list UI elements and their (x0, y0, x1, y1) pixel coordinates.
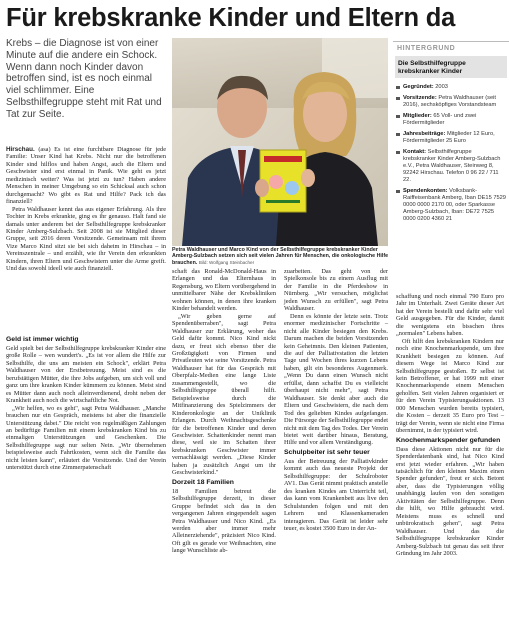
paragraph: schaffung und noch einmal 790 Euro pro Jahr im Unterhalt. Zwei Geräte dieser Art hat der Verein bestellt und dafür sehr viel Geld ausgegeben. Für die Kinder, damit die wenigstens ein bisschen ihres „normalen" Lebens haben. (396, 293, 504, 338)
paragraph: Geld spielt bei der Selbsthilfegruppe krebskranker Kinder eine große Rolle – wen wundert's. „Es ist vor allem die Hilfe zur Selbsthilfe, die uns am meisten ein Schock", erklärt Petra Waldhauser von der Erstbetreuung. Meist sind es die berufstätigen Mütter, die ihre Jobs aufgeben, um sich voll und ganz um ihre kranken Kinder kümmern zu können. Meist sind es Mütter dann auch noch alleinverdienend, droht neben der Krankheit auch noch die wirtschaftliche Not. (6, 345, 166, 405)
lead-text: Krebs – die Diagnose ist von einer Minute auf die andere ein Schock. Wenn dann noch Kinder davon betroffen sind, ist es noch einmal viel schlimmer. Eine Selbsthilfegruppe steht mit Rat und Tat zur Seite. (6, 38, 162, 120)
paragraph: zuarbeiten. Das geht von der Spielkonsole bis zu einem Ausflug mit der Familie in die Pferdeshow in Nürnberg. „Wir versuchen, möglichst jeden Wunsch zu erfüllen", sagt Petra Waldhauser. (284, 268, 388, 313)
paragraph: Oft hilft den krebskranken Kindern nur noch eine Knochenmarkspende, um ihre Krankheit besiegen zu können. Auf diesem Wege ist Marco Kind zur Selbsthilfegruppe gestoßen. Er selbst ist kein Betroffener, er hat 1999 mit einer Knochenmarkspende einem Menschen geholfen. Seit vielen Jahren organisiert er für den Verein Typisierungsaktionen. 13 000 Menschen wurden bereits typisiert, die Kosten – derzeit 35 Euro pro Test – trägt der Verein, wenn sie nicht eine Firma übernimmt, in der typisiert wird. (396, 337, 504, 435)
paragraph: 18 Familien betreut die Selbsthilfegruppe derzeit, in dieser Gruppe befindet sich das in den vergangenen Jahren eingependelt sagen Petra Waldhauser und Nico Kind. „Es werden aber immer mehr Alleinerziehende", präzisiert Nico Kind. Oft gilt es gerade vor Weihnachten, eine lange Wunschliste ab- (172, 487, 276, 555)
fact-item: Jahresbeiträge: Mitglieder 12 Euro, Fördermitglieder 25 Euro (396, 131, 506, 145)
fact-item: Mitglieder: 65 Voll- und zwei Fördermitglieder (396, 113, 506, 127)
photo-caption (172, 247, 390, 266)
article-col3 (284, 268, 388, 532)
subheading: Dorzeit 18 Familien (172, 478, 234, 486)
photo-credit: Bild: Wolfgang Steinbacher (198, 259, 255, 265)
fact-item: Kontakt: Selbsthilfegruppe krebskranker Kinder Amberg-Sulzbach e.V., Petra Waldhauser, Steinweg 8, 92242 Hirschau. Telefon 0 96 22 / 711 22. (396, 149, 506, 184)
subheading: Knochenmarkspender gefunden (396, 436, 501, 444)
paragraph: schaft das Ronald-McDonald-Haus in Erlangen und das Elternhaus in Regensburg, wo Eltern vorübergehend in unmittelbarer Nähe der Krebskliniken wohnen können, in denen ihre kranken Kinder behandelt werden. (172, 268, 276, 313)
photo-petra-waldhauser-marco-kind (172, 38, 388, 246)
paragraph: „Wir helfen, wo es geht", sagt Petra Waldhauser. „Manche brauchen nur ein Gespräch, meistens ist aber die finanzielle Unterstützung dabei." Die reicht von regelmäßigen Zahlungen an bedürftige Familien mit einem krebskranken Kind bis zu einmaligen Unterstützungen und Geschenken. Die Selbsthilfegruppe sagt nur selten Nein. „Wir übernehmen beispielsweise auch Fahrtkosten, wenn sich die Familie das nicht leisten kann", erläutert die Vorsitzende. Und der Verein unterstützt durch eine Zimmerpatenschaft (6, 404, 166, 472)
article-col2 (172, 268, 276, 555)
fact-item: Vorsitzende: Petra Waldhauser (seit 2016), sechsköpfiges Vorstandsteam (396, 95, 506, 109)
paragraph: Hirschau. (asa) Es ist eine furchtbare Diagnose für jede Familie: Unser Kind hat Krebs. Nicht nur die betroffenen Kinder sind hilflos und haben Angst, auch die Eltern und Geschwister sind erst einmal in Panik. Wie geht es jetzt medizinisch weiter? Was ist jetzt zu tun? Haben andere Menschen in meiner Umgebung so ein Schicksal auch schon durchgemacht? Wo gibt es Rat und Hilfe? Pack ich das finanziell? (6, 146, 166, 206)
dateline: Hirschau. (6, 146, 35, 153)
article-col1-bottom (6, 334, 166, 472)
fact-item: Gegründet: 2003 (396, 84, 506, 91)
subheading: Schulpbeiter ist sehr teuer (284, 448, 370, 456)
divider (393, 41, 509, 42)
sidebar-title: Die Selbsthilfegruppe krebskranker Kinder (395, 56, 507, 78)
sidebar-kicker: HINTERGRUND (397, 45, 456, 52)
article-col1-top (6, 146, 166, 273)
background-box (393, 38, 509, 288)
paragraph: Aus der Betreuung der Palliativkinder kommt auch das neueste Projekt der Selbsthilfegruppe: der Schulroboter AV1. Das Gerät nimmt praktisch anstelle des kranken Kindes am Unterricht teil, das kann vom Krankenbett aus live den Schulstunden folgen und mit den Lehrern und Klassenkameraden interagieren. Das Gerät ist leider sehr teuer, es kostet 3500 Euro in der An- (284, 457, 388, 532)
paragraph: „Wir geben gerne auf Spendenüberraben", sagt Petra Waldhauser zur Erklärung, woher das Geld dafür kommt. Nico Kind nickt dazu, er freut sich ebenso über die Großzügigkeit von Firmen und Privatleuten wie seine Vorsitzende. Petra Waldhauser hat für das Gespräch mit Oberpfalz-Medien eine lange Liste zusammengestellt, wo die Selbsthilfegruppe überall hilft. Beispielsweise durch die Mitfinanzierung des Spielzimmers der Kinderonkologie an der Uniklinik Erlangen. Durch Weihnachtsgeschenke für die betroffenen Kinder und deren Geschwister. Schattenkinder nennt man diese, weil sie im Schatten ihrer krebskranken Geschwister immer vernachlässigt werden. „Diese Kinder haben ja zusätzlich Angst um ihr Geschwisterkind." (172, 312, 276, 477)
article-col4 (396, 293, 504, 557)
caption-text: Petra Waldhauser und Marco Kind von der Selbsthilfegruppe krebskranker Kinder Amberg-Sulzbach setzen sich seit vielen Jahren für Menschen, die onkologische Hilfe brauchen. (172, 247, 389, 266)
paragraph: Petra Waldhauser kennt das aus eigener Erfahrung. Als ihre Tochter in Krebs erkrankte, ging es ihr genauso. Halt fand sie damals unter anderem bei der Selbsthilfegruppe krebskranker Kinder Amberg-Sulzbach. Seit 2008 ist sie Mitglied dieser Gruppe, seit 2016 deren Vorsitzende. Gemeinsam mit ihrem Vize Marco Kind sitzt sie bei sich daheim in Hirschau – in Vereinszentrale – und erzählt, wie ihr Verein den erkrankten Kindern, ihren Eltern und Geschwistern unter die Arme greift. Und das sowohl ideell wie auch finanziell. (6, 205, 166, 273)
paragraph: Dass diese Aktionen nicht nur für die Spenderdatenbank sind, hat Nico Kind erst jetzt wieder erfahren. „Wir haben tatsächlich für den kleinen Maxim einen Spender gefunden", freut er sich. Betont aber, dass die Typisierungen völlig unabhängig laufen von den sonstigen Aktivitäten der Selbsthilfegruppe. Denn die hilft, wo Hilfe gebraucht wird. Meistens muss es schnell und unbürokratisch gehen", sagt Petra Waldhauser. Und das die Selbsthilfegruppe krebskranker Kinder Amberg-Sulzbach tut genau das seit ihrer Gründung im Jahr 2003. (396, 445, 504, 557)
paragraph: Denn es könnte der letzte sein. Trotz enormer medizinischer Fortschritte – nicht alle Kinder besiegen den Krebs. Darum machen die beiden Vorsitzenden kein Geheimnis. Den kleinen Patienten, die auf der Palliativstation die letzten Tage und Wochen ihres kurzen Lebens haben, gilt ein besonderes Augenmerk. „Wenn Du dann einen Wunsch nicht erfüllst, dann schaffst Du es vielleicht überhaupt nicht mehr", sagt Petra Waldhauser. Sie denkt aber auch die Eltern und Geschwistern, die nach dem Tod des geliebten Kindes aufgefangen. Die Fürsorge der Selbsthilfegruppe endet nicht mit dem Tag des Todes. Der Verein bietet weit darüber hinaus, Beratung, Hilfe und vor allem Verständigung. (284, 312, 388, 447)
fact-item: Spendenkonten: Volksbank-Raiffeisenbank Amberg, Iban DE15 7529 0000 0000 2170 00, oder Sparkasse Amberg-Sulzbach, Iban: DE72 7525 0000 0200 4360 21 (396, 188, 506, 223)
fact-list (396, 84, 506, 227)
headline: Für krebskranke Kinder und Eltern da (6, 4, 456, 32)
subheading: Geld ist immer wichtig (6, 336, 79, 343)
